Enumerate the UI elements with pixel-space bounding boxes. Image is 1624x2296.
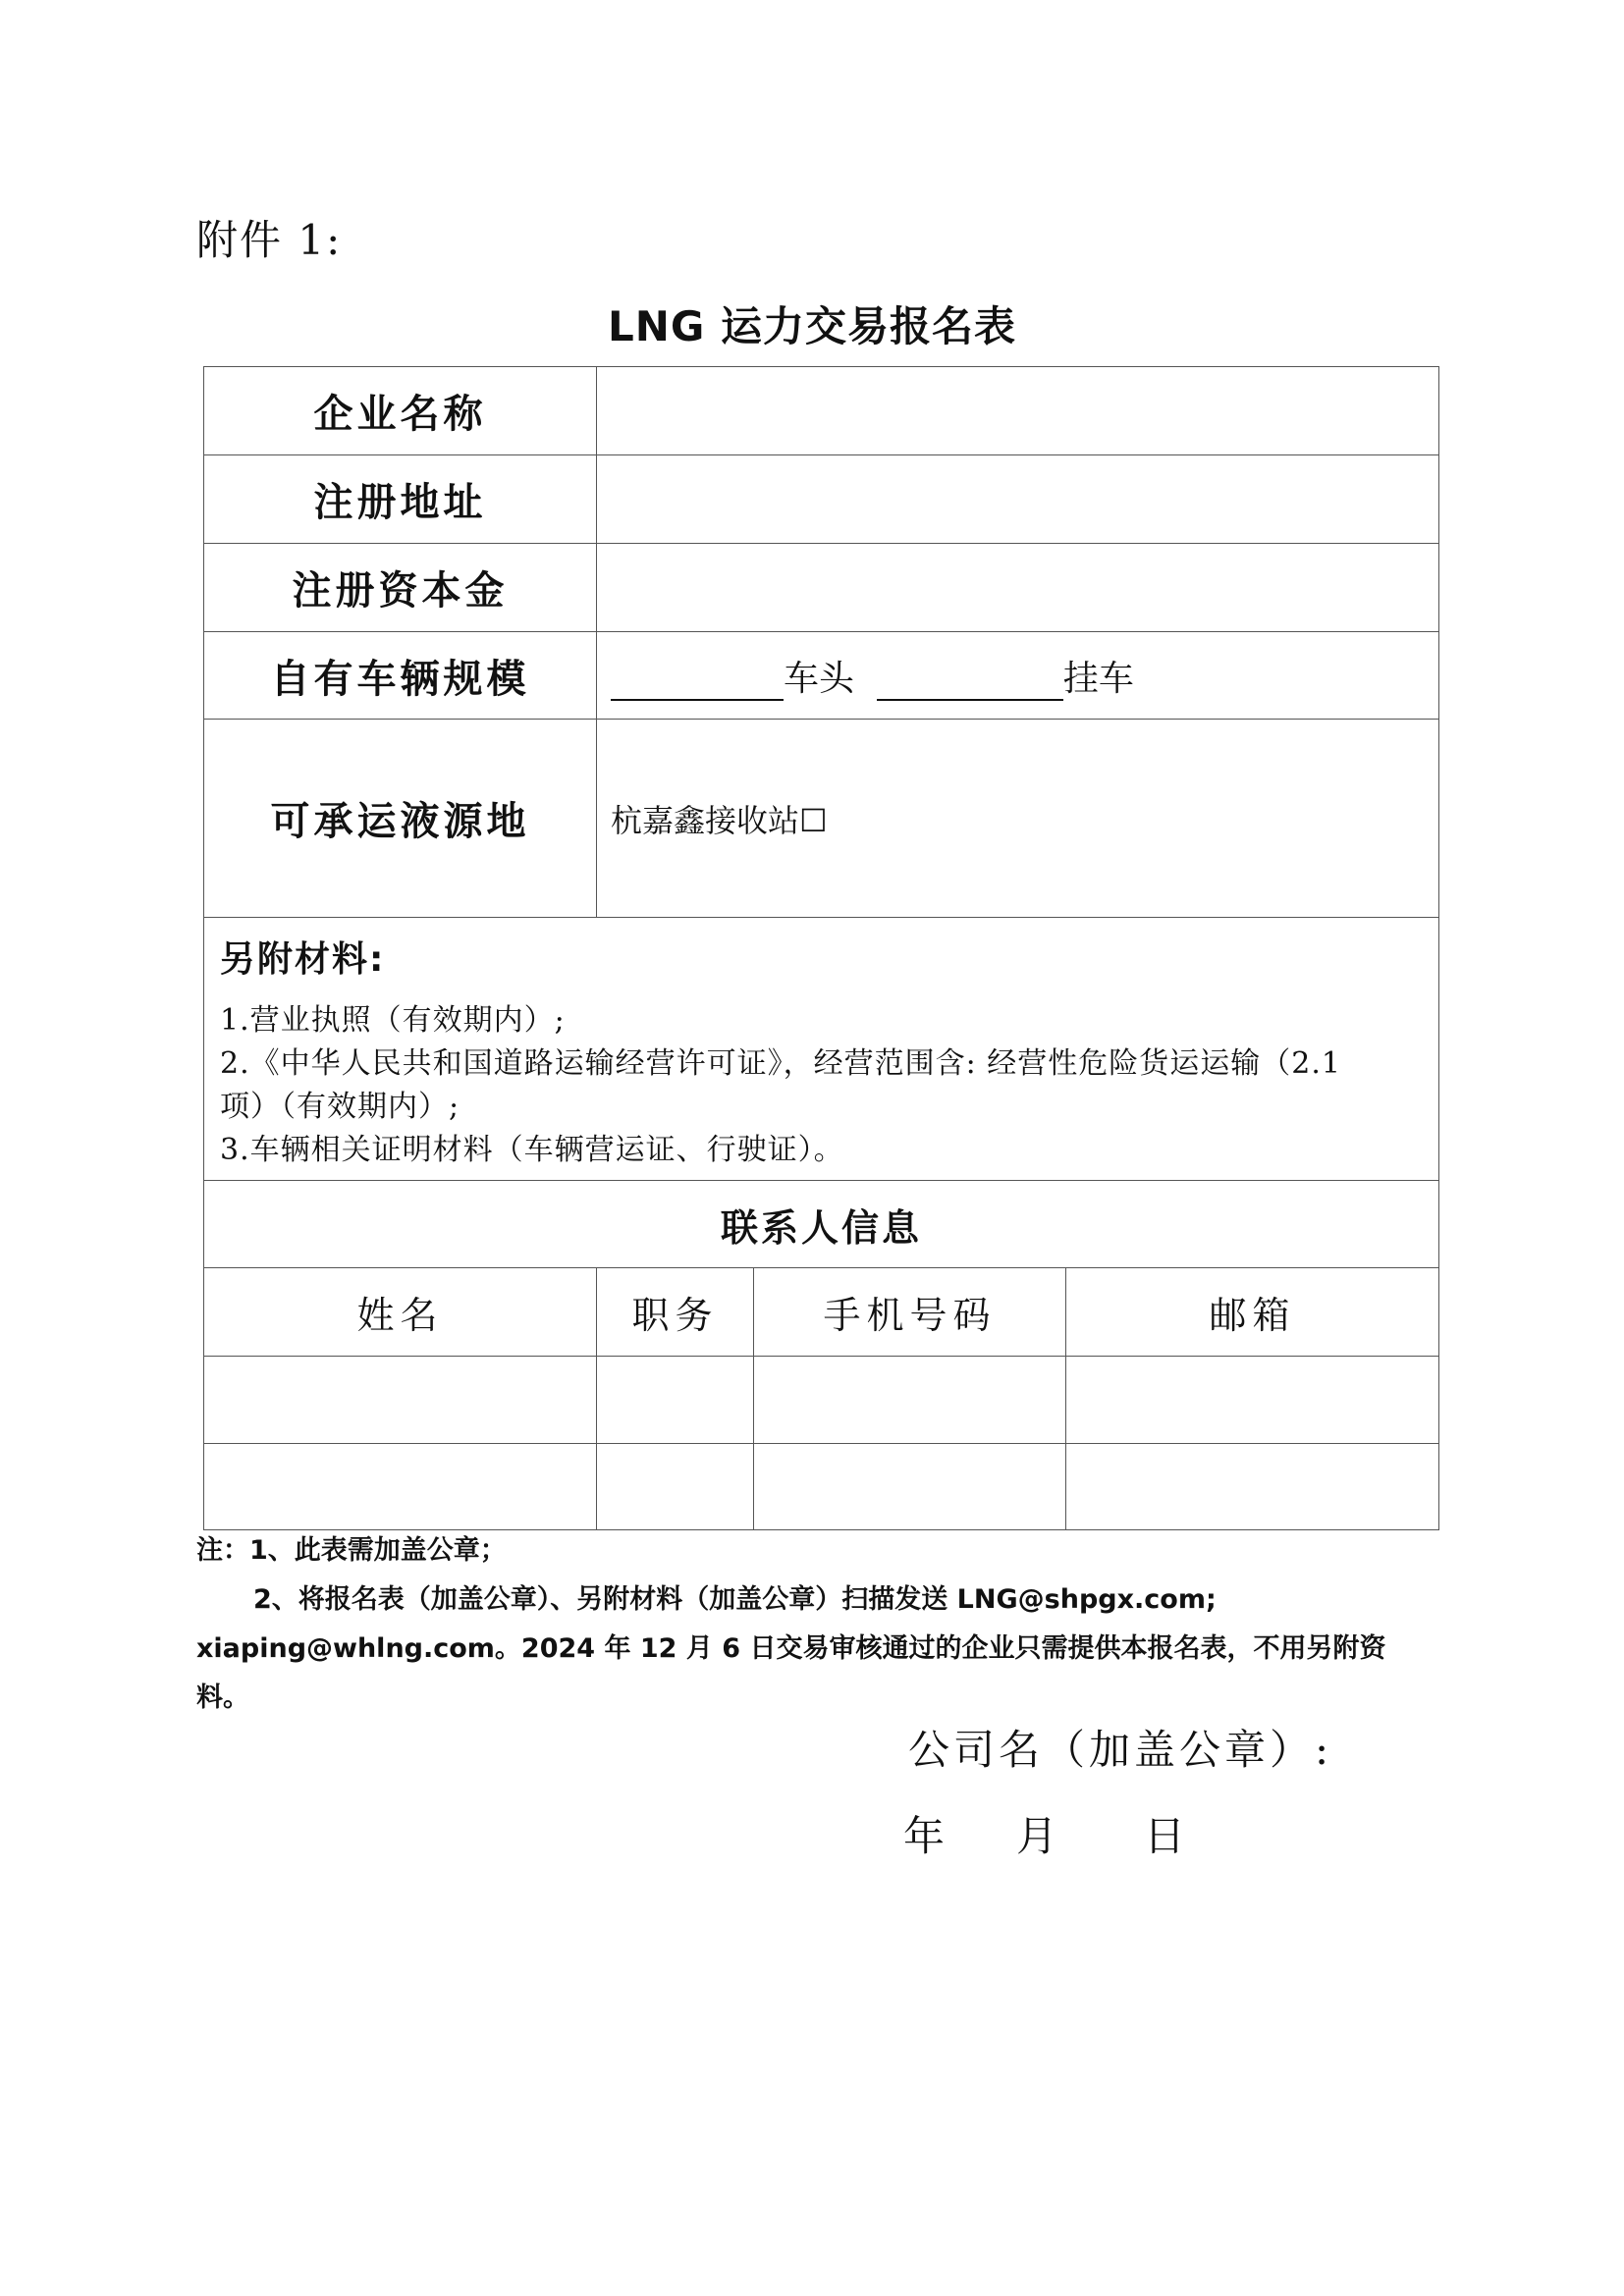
date-line (903, 1804, 1185, 1863)
registered-address-label: 注册地址 (204, 455, 597, 544)
contact-name-cell[interactable] (204, 1444, 597, 1530)
contact-heading: 联系人信息 (204, 1181, 1439, 1268)
vehicle-scale-label: 自有车辆规模 (204, 632, 597, 720)
date-day-label: 日 (1144, 1812, 1186, 1860)
contact-name-cell[interactable] (204, 1357, 597, 1444)
registration-form-table (203, 366, 1439, 1530)
note-line: 2、将报名表（加盖公章）、另附材料（加盖公章）扫描发送 LNG@shpgx.com; (253, 1584, 1217, 1615)
contact-email-cell[interactable] (1066, 1444, 1439, 1530)
materials-section (204, 918, 1439, 1181)
materials-heading: 另附材料: (220, 939, 386, 980)
column-header-phone: 手机号码 (754, 1268, 1066, 1357)
contact-phone-cell[interactable] (754, 1357, 1066, 1444)
materials-item: 3.车辆相关证明材料（车辆营运证、行驶证）。 (220, 1133, 844, 1167)
tractor-count-blank[interactable] (611, 664, 784, 701)
column-header-position: 职务 (597, 1268, 754, 1357)
materials-item: 项）（有效期内）; (220, 1090, 460, 1124)
note-line: 料。 (196, 1682, 249, 1713)
trailer-label: 挂车 (1062, 658, 1134, 699)
registered-capital-field[interactable] (597, 544, 1439, 632)
registered-address-field[interactable] (597, 455, 1439, 544)
contact-position-cell[interactable] (597, 1444, 754, 1530)
materials-item: 2.《中华人民共和国道路运输经营许可证》，经营范围含: 经营性危险货运运输（2.1 (220, 1046, 1341, 1081)
note-line: xiaping@whlng.com。2024 年 12 月 6 日交易审核通过的企业只需提供本报名表，不用另附资 (196, 1633, 1386, 1664)
column-header-email: 邮箱 (1066, 1268, 1439, 1357)
date-month-label: 月 (1016, 1812, 1058, 1860)
source-label: 可承运液源地 (204, 720, 597, 918)
tractor-label: 车头 (784, 658, 855, 699)
attachment-label: 附件 1: (196, 216, 343, 264)
trailer-count-blank[interactable] (877, 664, 1063, 701)
date-year-label: 年 (903, 1812, 946, 1860)
source-option-checkbox[interactable]: 杭嘉鑫接收站☐ (597, 720, 1439, 918)
company-signature-line: 公司名（加盖公章）: (908, 1726, 1333, 1774)
vehicle-scale-field (597, 632, 1439, 720)
company-name-label: 企业名称 (204, 367, 597, 455)
contact-phone-cell[interactable] (754, 1444, 1066, 1530)
contact-position-cell[interactable] (597, 1357, 754, 1444)
materials-item: 1.营业执照（有效期内）; (220, 1003, 566, 1038)
page-title: LNG 运力交易报名表 (607, 302, 1016, 350)
note-line: 注：1、此表需加盖公章； (196, 1535, 507, 1566)
company-name-field[interactable] (597, 367, 1439, 455)
column-header-name: 姓名 (204, 1268, 597, 1357)
registered-capital-label: 注册资本金 (204, 544, 597, 632)
notes-section (196, 1526, 1394, 1723)
contact-email-cell[interactable] (1066, 1357, 1439, 1444)
